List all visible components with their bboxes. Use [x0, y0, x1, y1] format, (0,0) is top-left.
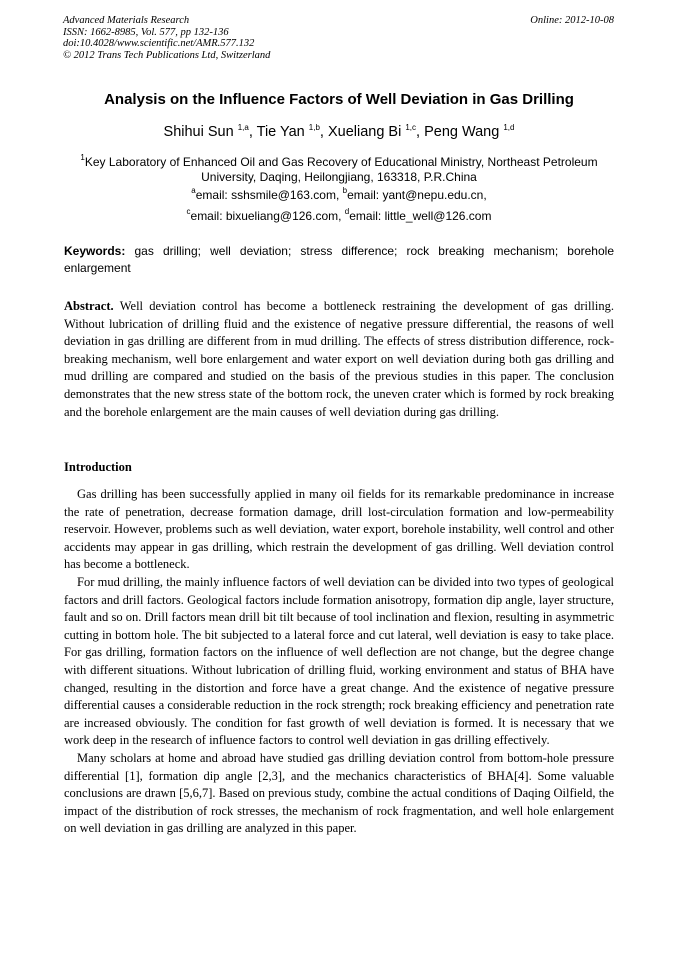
paper-title: Analysis on the Influence Factors of Well Deviation in Gas Drilling [104, 91, 574, 108]
affiliation-sup: 1 [80, 153, 85, 162]
journal-header [63, 15, 270, 61]
author-separator: , [248, 124, 257, 140]
email-sup: b [342, 186, 348, 195]
email-sup: c [186, 207, 191, 216]
keywords-text: gas drilling; well deviation; stress difference; rock breaking mechanism; borehole enlargement [64, 244, 614, 275]
journal-name: Advanced Materials Research [63, 15, 190, 26]
email-sup: d [344, 207, 350, 216]
email-b: email: yant@nepu.edu.cn, [347, 188, 487, 202]
author-name: Tie Yan [256, 124, 305, 140]
abstract [64, 298, 614, 421]
affiliation-text: Key Laboratory of Enhanced Oil and Gas Recovery of Educational Ministry, Northeast Petroleum University, Daqing, Heilongjiang, 163318, P.R.China [84, 155, 598, 184]
author-list [40, 123, 638, 140]
abstract-label: Abstract. [64, 299, 114, 313]
body-paragraph: Many scholars at home and abroad have studied gas drilling deviation control from bottom-hole pressure differential [1], formation dip angle [2,3], and the mechanics characteristics of BHA[4]. Some valuable conclusions are drawn [5,6,7]. Based on previous study, combine the actual conditions of Daqing Oilfield, the impact of the distribution of rock stresses, the mechanism of rock fragmentation, and well hole enlargement on well deviation in gas drilling are analyzed in this paper. [64, 750, 614, 836]
abstract-text: Well deviation control has become a bottleneck restraining the development of gas drilling. Without lubrication of drilling fluid and the existence of negative pressure differential, the reasons of well deviation in gas drilling are different from in mud drilling. The effects of stress distribution difference, rock-breaking mechanism, well bore enlargement and water export on well deviation during both gas drilling and mud drilling are compared and studied on the basis of the previous studies in this paper. The conclusion demonstrates that the new stress state of the bottom rock, the uneven crater which is formed by rock breaking and the borehole enlargement are the main causes of well deviation during gas drilling. [64, 299, 614, 419]
keywords-label: Keywords: [64, 244, 126, 258]
section-heading-introduction: Introduction [64, 460, 132, 474]
author-name: Xueliang Bi [327, 124, 402, 140]
email-line-1 [40, 186, 638, 202]
author-name: Peng Wang [424, 124, 500, 140]
body-paragraph: For mud drilling, the mainly influence factors of well deviation can be divided into two types of geological factors and drill factors. Geological factors include formation anisotropy, formation dip angle, layer structure, fault and so on. Drill factors mean drill bit tilt because of tool inclination and flexion, resulting in asymmetric cutting in bottom hole. The bit subjected to a lateral force and cut lateral, well deviation is easy to take place. For gas drilling, formation factors on the influence of well deflection are not change, but the degree change with different situations. Without lubrication of drilling fluid, working environment and status of BHA have changed, resulting in the distortion and force have a great change. And the existence of negative pressure differential causes a considerable reduction in the rock strength; rock breaking efficiency and penetration rate are increased obviously. The condition for fast growth of well deviation is formed. It is necessary that we work deep in the research of influence factors to control well deviation in gas drilling effectively. [64, 574, 614, 748]
online-date: Online: 2012-10-08 [530, 15, 614, 26]
introduction-body [64, 486, 614, 838]
author-sup: 1,d [503, 123, 515, 132]
author-sup: 1,a [237, 123, 249, 132]
email-a: email: sshsmile@163.com, [195, 188, 343, 202]
author-sup: 1,c [405, 123, 417, 132]
journal-issn: ISSN: 1662-8985, Vol. 577, pp 132-136 [63, 26, 229, 38]
body-paragraph: Gas drilling has been successfully applied in many oil fields for its remarkable predominance in increase the rate of penetration, decrease formation damage, drill lost-circulation formation and low-permeability reservoir. However, problems such as well deviation, water export, borehole instability, well control and other accidents may appear in gas drilling, which restrain the development of gas drilling. Well deviation control has become a bottleneck. [64, 487, 614, 572]
email-sup: a [191, 186, 196, 195]
keywords [64, 243, 614, 277]
author-name: Shihui Sun [163, 124, 234, 140]
journal-copyright: © 2012 Trans Tech Publications Ltd, Switzerland [63, 49, 271, 61]
email-d: email: little_well@126.com [349, 209, 492, 223]
email-line-2 [40, 207, 638, 223]
affiliation [60, 150, 618, 185]
author-separator: , [319, 124, 328, 140]
email-c: email: bixueliang@126.com, [190, 209, 345, 223]
author-sup: 1,b [308, 123, 320, 132]
author-separator: , [416, 124, 425, 140]
journal-doi: doi:10.4028/www.scientific.net/AMR.577.132 [63, 38, 255, 49]
